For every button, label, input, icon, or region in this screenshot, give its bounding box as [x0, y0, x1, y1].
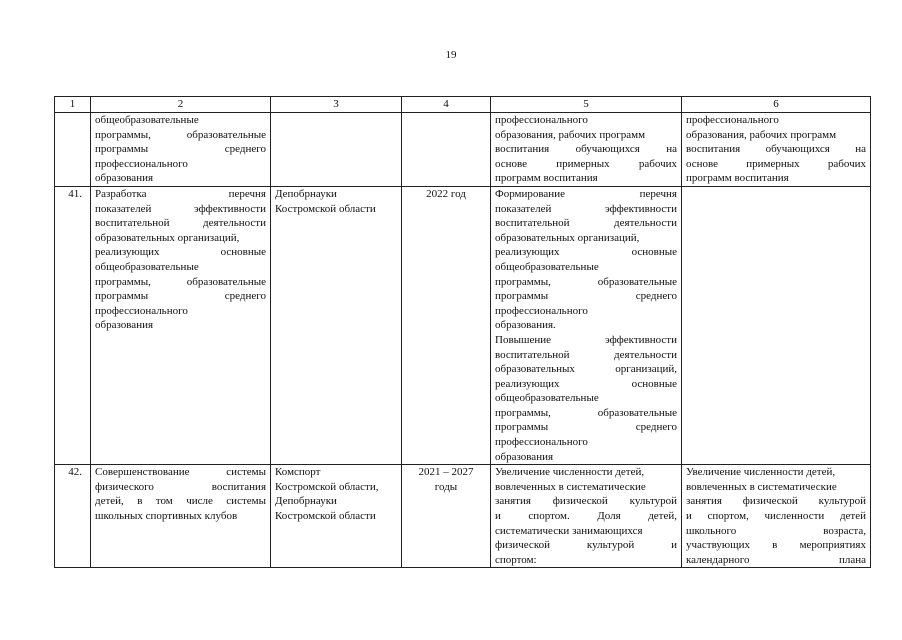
term-cell — [402, 113, 491, 187]
responsible-cell — [271, 465, 402, 568]
cell-text-line: Депобрнауки — [275, 495, 337, 508]
cell-text-line: образовательных организаций, — [95, 231, 240, 244]
cell-text-line: Формирование перечня — [495, 187, 677, 200]
cell-text-line: основе примерных рабочих — [686, 157, 866, 170]
cell-text-line: физического воспитания — [95, 480, 266, 493]
cell-text-line: программы, образовательные — [95, 275, 266, 288]
header-col-4: 4 — [402, 97, 491, 113]
cell-text-line: программ воспитания — [495, 172, 598, 185]
table-row — [55, 186, 871, 464]
cell-text-line: 2021 – 2027 — [418, 466, 474, 479]
cell-text-line: участвующих в мероприятиях — [686, 539, 866, 552]
cell-text-line: образовательных организаций, — [495, 363, 677, 376]
cell-text-line: образовательных организаций, — [495, 231, 640, 244]
cell-text-line: общеобразовательные — [95, 260, 199, 273]
cell-text-line: образования — [95, 319, 154, 332]
measure-cell — [91, 465, 271, 568]
cell-text-line: годы — [434, 480, 458, 493]
header-col-1: 1 — [55, 97, 91, 113]
measure-cell — [91, 113, 271, 187]
cell-text-line: программы среднего — [95, 143, 266, 156]
cell-text-line: показателей эффективности — [495, 202, 677, 215]
cell-text-line: Увеличение численности детей, — [686, 466, 836, 479]
cell-text-line: 2022 год — [426, 187, 466, 200]
cell-text-line: вовлеченных в систематические — [495, 480, 646, 493]
cell-text-line: воспитания обучающихся на — [495, 143, 677, 156]
cell-text-line: программы, образовательные — [95, 128, 266, 141]
cell-text-line: Депобрнауки — [275, 187, 337, 200]
cell-text-line: реализующих основные — [495, 246, 677, 259]
cell-text-line: образования. — [495, 319, 556, 332]
cell-text-line: спортом: — [495, 553, 537, 566]
indicator-cell — [682, 465, 871, 568]
cell-text-line: профессионального — [95, 157, 188, 170]
row-number — [55, 113, 91, 187]
cell-text-line: профессионального — [495, 304, 588, 317]
row-number: 41. — [55, 186, 91, 464]
indicator-cell — [682, 113, 871, 187]
table-row — [55, 113, 871, 187]
cell-text-line: образования — [95, 172, 154, 185]
cell-text-line: профессионального — [95, 304, 188, 317]
indicator-cell — [682, 186, 871, 464]
responsible-cell — [271, 186, 402, 464]
cell-text-line: и спортом, численности детей — [686, 510, 866, 523]
cell-text-line: профессионального — [495, 114, 588, 126]
cell-text-line: и спортом. Доля детей, — [495, 510, 677, 523]
header-col-6: 6 — [682, 97, 871, 113]
cell-text-line: образования, рабочих программ — [686, 128, 837, 141]
cell-text-line: программы среднего — [95, 290, 266, 303]
cell-text-line: показателей эффективности — [95, 202, 266, 215]
cell-text-line: программы среднего — [495, 421, 677, 434]
table-row — [55, 465, 871, 568]
term-cell — [402, 186, 491, 464]
cell-text-line: физической культурой и — [495, 539, 677, 552]
cell-text-line: реализующих основные — [495, 377, 677, 390]
cell-text-line: Костромской области — [275, 202, 376, 215]
measure-cell — [91, 186, 271, 464]
cell-text-line: профессионального — [495, 436, 588, 449]
cell-text-line: образования — [495, 450, 554, 463]
cell-text-line: профессионального — [686, 114, 779, 126]
measures-table — [54, 96, 871, 568]
cell-text-line: школьного возраста, — [686, 524, 866, 537]
cell-text-line: воспитательной деятельности — [495, 348, 677, 361]
cell-text-line: календарного плана — [686, 553, 866, 566]
cell-text-line: Увеличение численности детей, — [495, 466, 645, 479]
page-number: 19 — [445, 49, 457, 61]
row-number: 42. — [55, 465, 91, 568]
result-cell — [491, 465, 682, 568]
cell-text-line: воспитательной деятельности — [495, 217, 677, 230]
cell-text-line: образования, рабочих программ — [495, 128, 646, 141]
cell-text-line: программы, образовательные — [495, 406, 677, 419]
cell-text-line: общеобразовательные — [495, 392, 599, 405]
cell-text-line: Комспорт — [275, 466, 321, 479]
cell-text-line: общеобразовательные — [95, 114, 199, 126]
responsible-cell — [271, 113, 402, 187]
cell-text-line: программы, образовательные — [495, 275, 677, 288]
header-col-3: 3 — [271, 97, 402, 113]
result-cell — [491, 113, 682, 187]
cell-text-line: занятия физической культурой — [495, 495, 677, 508]
cell-text-line: реализующих основные — [95, 246, 266, 259]
cell-text-line: воспитания обучающихся на — [686, 143, 866, 156]
header-col-2: 2 — [91, 97, 271, 113]
cell-text-line: воспитательной деятельности — [95, 217, 266, 230]
header-row — [55, 97, 871, 113]
cell-text-line: вовлеченных в систематические — [686, 480, 837, 493]
header-col-5: 5 — [491, 97, 682, 113]
cell-text-line: систематически занимающихся — [495, 524, 643, 537]
cell-text-line: Совершенствование системы — [95, 466, 266, 479]
cell-text-line: детей, в том числе системы — [95, 495, 266, 508]
cell-text-line: Разработка перечня — [95, 187, 266, 200]
result-cell — [491, 186, 682, 464]
cell-text-line: Повышение эффективности — [495, 333, 677, 346]
term-cell — [402, 465, 491, 568]
cell-text-line: занятия физической культурой — [686, 495, 866, 508]
cell-text-line: основе примерных рабочих — [495, 157, 677, 170]
cell-text-line: программ воспитания — [686, 172, 789, 185]
cell-text-line: Костромской области, — [275, 480, 379, 493]
cell-text-line: общеобразовательные — [495, 260, 599, 273]
cell-text-line: программы среднего — [495, 290, 677, 303]
cell-text-line: школьных спортивных клубов — [95, 510, 238, 523]
cell-text-line: Костромской области — [275, 510, 376, 523]
